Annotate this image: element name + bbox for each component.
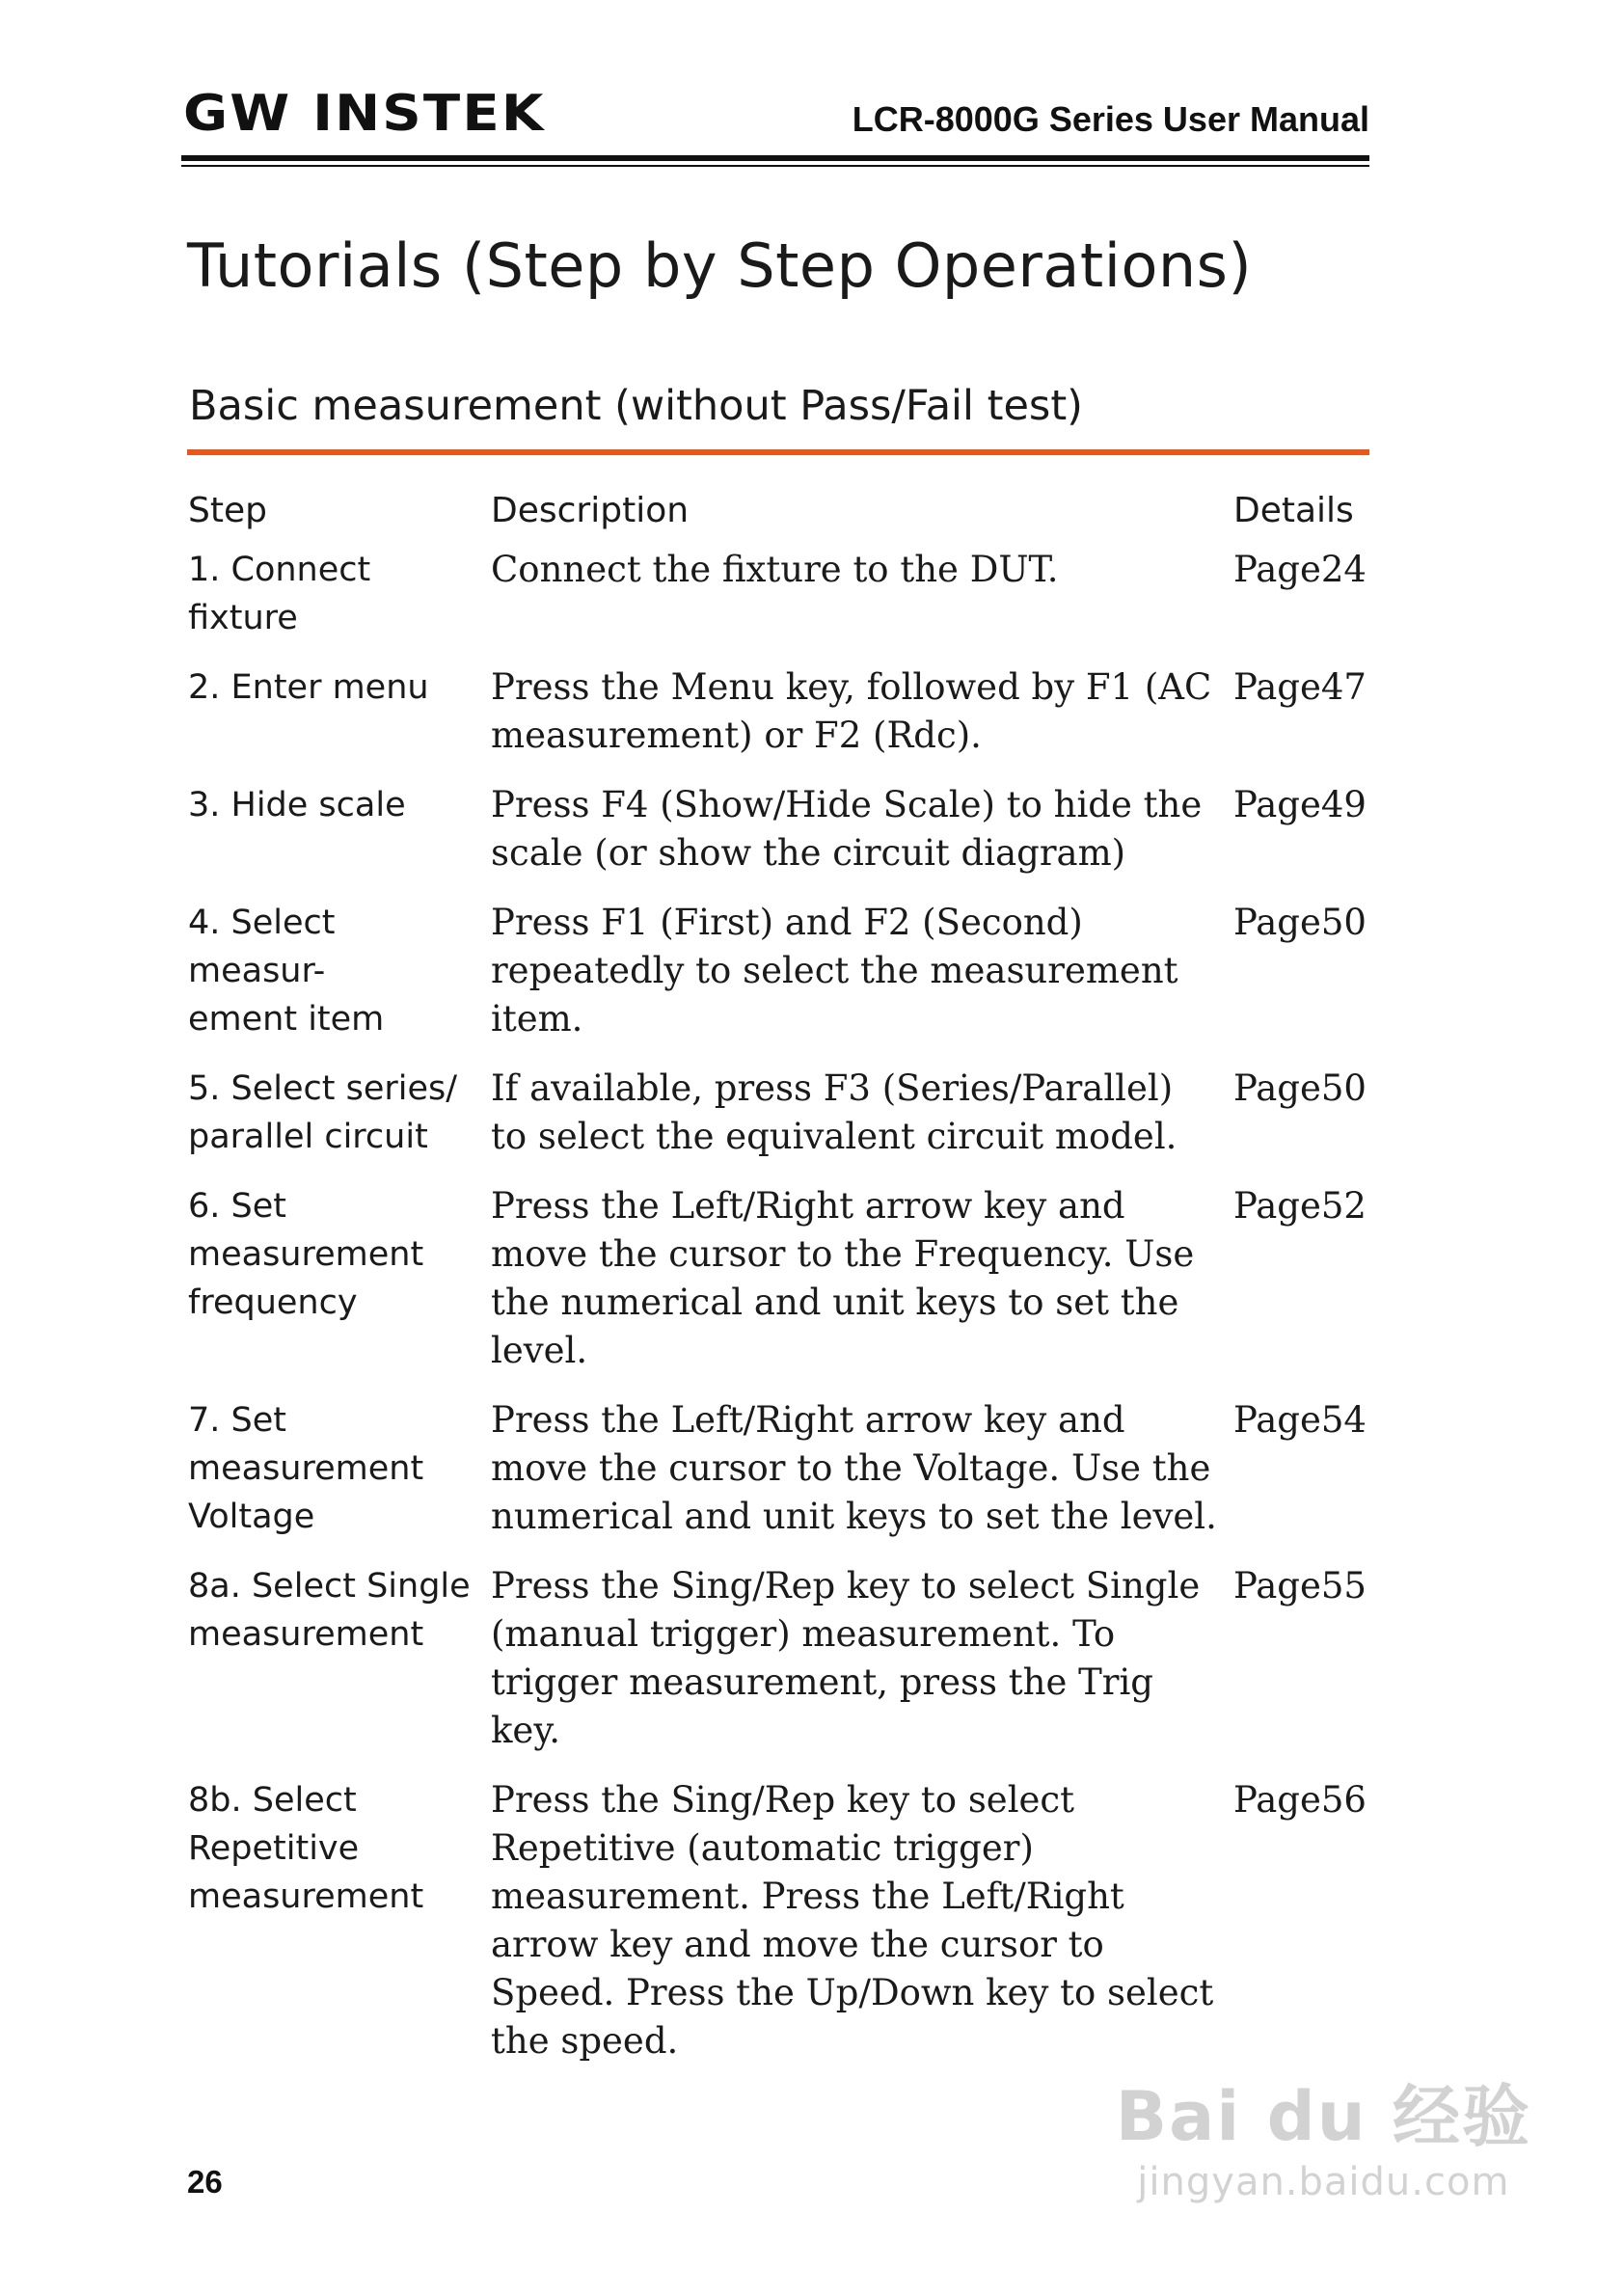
details-page-ref: Page52 <box>1233 1185 1367 1227</box>
step-label-line: measurement <box>188 1449 424 1488</box>
table-row <box>188 1776 1384 2087</box>
table-header-row <box>188 480 1384 546</box>
step-label-line: 8a. Select Single <box>188 1567 471 1606</box>
page-title: Tutorials (Step by Step Operations) <box>187 230 1253 301</box>
step-label-line: parallel circuit <box>188 1118 428 1156</box>
watermark-brand: Bai du 经验 <box>1115 2077 1531 2156</box>
table-row <box>188 781 1384 899</box>
step-label-line: 5. Select series/ <box>188 1069 458 1108</box>
step-label-line: 2. Enter menu <box>188 668 429 707</box>
column-header-step: Step <box>188 491 267 530</box>
column-header-description: Description <box>491 491 690 530</box>
step-cell <box>188 546 491 663</box>
column-header-details: Details <box>1233 491 1354 530</box>
step-cell <box>188 663 491 781</box>
details-page-ref: Page50 <box>1233 902 1367 943</box>
step-label-line: 4. Select measur- <box>188 904 336 990</box>
table-row <box>188 1065 1384 1182</box>
manual-title: LCR-8000G Series User Manual <box>852 99 1369 139</box>
table-row <box>188 1396 1384 1562</box>
details-page-ref: Page24 <box>1233 549 1367 590</box>
steps-table <box>188 480 1384 2087</box>
step-label-line: ement item <box>188 1000 385 1039</box>
step-cell <box>188 1776 491 2087</box>
step-cell <box>188 1396 491 1562</box>
watermark <box>1115 2077 1531 2204</box>
step-label-line: Repetitive <box>188 1829 360 1868</box>
step-label-line: Voltage <box>188 1498 315 1536</box>
section-divider <box>187 449 1369 455</box>
description-cell: Press the Sing/Rep key to select Single (manual trigger) measurement. To trigger measurement, press the Trig key. <box>491 1565 1201 1751</box>
step-label-line: measurement <box>188 1615 424 1654</box>
step-label-line: 3. Hide scale <box>188 786 406 824</box>
step-label-line: 1. Connect fixture <box>188 551 371 637</box>
step-cell <box>188 781 491 899</box>
header-rule <box>181 155 1369 161</box>
details-page-ref: Page54 <box>1233 1399 1367 1441</box>
description-cell: Connect the fixture to the DUT. <box>491 549 1059 590</box>
page-number: 26 <box>187 2164 223 2200</box>
details-page-ref: Page55 <box>1233 1565 1367 1606</box>
table-row <box>188 546 1384 663</box>
description-cell: Press F4 (Show/Hide Scale) to hide the scale (or show the circuit diagram) <box>491 784 1203 874</box>
step-cell <box>188 1182 491 1396</box>
step-label-line: 6. Set <box>188 1187 286 1226</box>
step-label-line: measurement <box>188 1877 424 1916</box>
step-label-line: measurement <box>188 1235 424 1274</box>
description-cell: If available, press F3 (Series/Parallel) to select the equivalent circuit model. <box>491 1067 1177 1157</box>
description-cell: Press the Left/Right arrow key and move the cursor to the Voltage. Use the numerical and unit keys to set the level. <box>491 1399 1217 1537</box>
step-cell <box>188 899 491 1065</box>
details-page-ref: Page56 <box>1233 1779 1367 1821</box>
steps-body <box>188 546 1384 2087</box>
step-cell <box>188 1562 491 1776</box>
watermark-url: jingyan.baidu.com <box>1137 2160 1510 2204</box>
step-cell <box>188 1065 491 1182</box>
table-row <box>188 1182 1384 1396</box>
description-cell: Press the Left/Right arrow key and move the cursor to the Frequency. Use the numerical and unit keys to set the level. <box>491 1185 1195 1371</box>
step-label-line: 8b. Select <box>188 1781 357 1820</box>
description-cell: Press F1 (First) and F2 (Second) repeatedly to select the measurement item. <box>491 902 1178 1040</box>
table-row <box>188 663 1384 781</box>
table-row <box>188 1562 1384 1776</box>
header-rule-thin <box>181 165 1369 167</box>
details-page-ref: Page50 <box>1233 1067 1367 1109</box>
details-page-ref: Page47 <box>1233 666 1367 708</box>
description-cell: Press the Menu key, followed by F1 (AC measurement) or F2 (Rdc). <box>491 666 1212 756</box>
description-cell: Press the Sing/Rep key to select Repetitive (automatic trigger) measurement. Press the Left/Right arrow key and move the cursor to Speed. Press the Up/Down key to select the speed. <box>491 1779 1214 2062</box>
section-title: Basic measurement (without Pass/Fail test) <box>189 382 1083 430</box>
step-label-line: 7. Set <box>188 1401 286 1440</box>
table-row <box>188 899 1384 1065</box>
step-label-line: frequency <box>188 1283 358 1322</box>
details-page-ref: Page49 <box>1233 784 1367 825</box>
brand-logo: GW INSTEK <box>183 85 546 143</box>
